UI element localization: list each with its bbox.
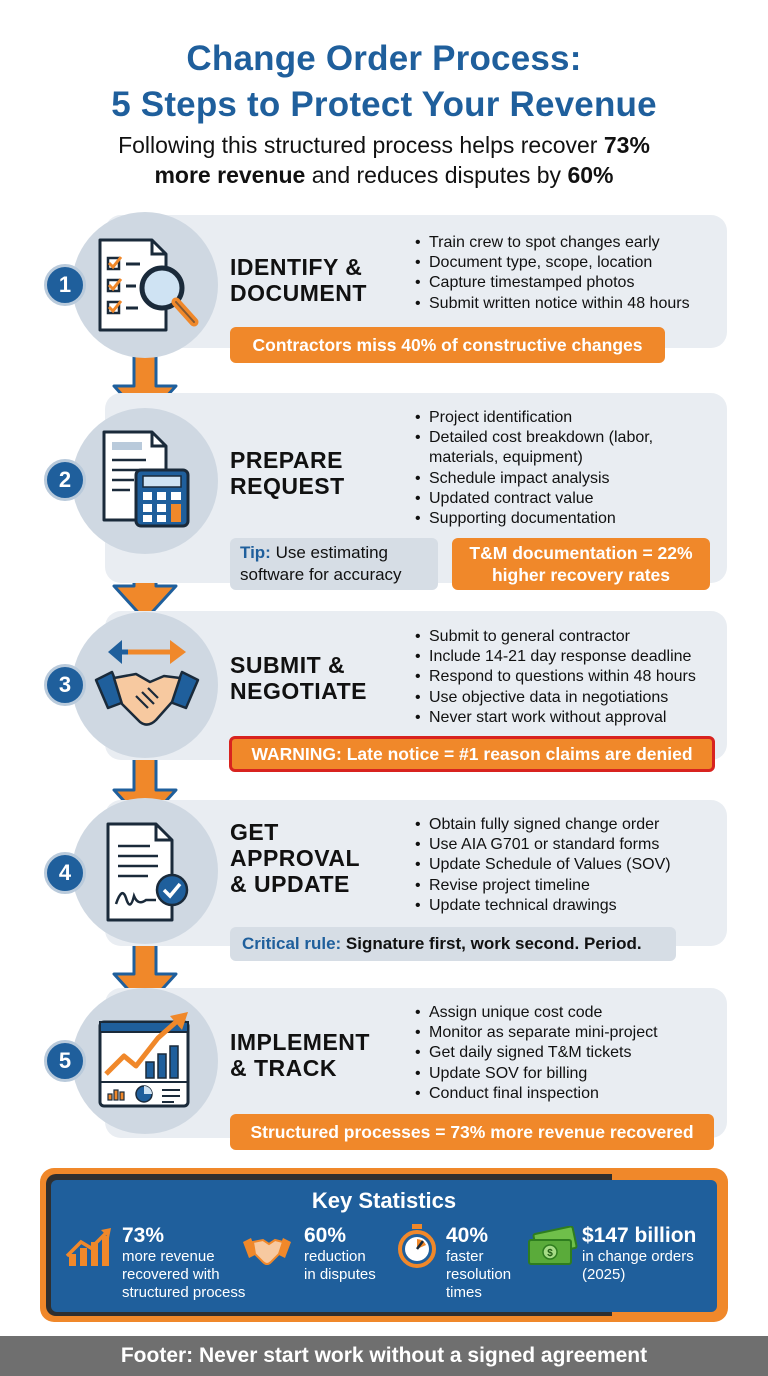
- list-item: • Obtain fully signed change order: [415, 815, 671, 835]
- stat-item: [446, 1224, 511, 1302]
- list-item: • Assign unique cost code: [415, 1003, 658, 1023]
- step-title-line: REQUEST: [230, 473, 345, 499]
- step-title-line: PREPARE: [230, 447, 343, 473]
- stat-label: faster: [446, 1248, 484, 1265]
- stopwatch-icon: [395, 1222, 439, 1270]
- list-item: • Train crew to spot changes early: [415, 233, 690, 253]
- checklist-magnifier-icon: [96, 236, 200, 334]
- callout-line: higher recovery rates: [491, 565, 670, 585]
- subtitle-text: Following this structured process helps recover: [118, 132, 604, 158]
- list-item: • Document type, scope, location: [415, 253, 690, 273]
- stat-item: [304, 1224, 376, 1284]
- step-title: [230, 652, 367, 704]
- stat-label: structured process: [122, 1284, 246, 1301]
- list-item: • Capture timestamped photos: [415, 273, 690, 293]
- stat-label: times: [446, 1284, 482, 1301]
- stat-item: [122, 1224, 245, 1302]
- dashboard-chart-icon: [96, 1010, 194, 1110]
- list-item: • Project identification: [415, 408, 653, 428]
- signed-document-icon: [104, 820, 196, 924]
- stat-item: [582, 1224, 696, 1284]
- document-calculator-icon: [100, 428, 196, 528]
- list-item: • Detailed cost breakdown (labor,: [415, 428, 653, 448]
- bullet-list: [415, 233, 690, 314]
- step-title-line: SUBMIT &: [230, 652, 346, 678]
- tip-text: Use estimating: [270, 543, 389, 562]
- stat-value: 60%: [304, 1224, 347, 1247]
- bullet-list: [415, 627, 696, 728]
- step-number-4: 4: [44, 852, 86, 894]
- stat-label: recovered with: [122, 1266, 220, 1283]
- stat-label: in change orders: [582, 1248, 694, 1265]
- rule-callout: [230, 927, 676, 961]
- title-line-2: 5 Steps to Protect Your Revenue: [111, 85, 657, 124]
- tip-label: Tip:: [240, 543, 271, 562]
- money-icon: [525, 1226, 581, 1268]
- step-title-line: NEGOTIATE: [230, 678, 367, 704]
- growth-chart-icon: [65, 1228, 115, 1268]
- tip-callout: [230, 538, 438, 590]
- subtitle-stat-73: 73%: [603, 132, 650, 158]
- step-title-line: IDENTIFY &: [230, 254, 363, 280]
- list-item: • Update Schedule of Values (SOV): [415, 855, 671, 875]
- svg-text:$: $: [547, 1248, 553, 1259]
- stat-value: 40%: [446, 1224, 489, 1247]
- step-title: [230, 1029, 370, 1081]
- callout-line: T&M documentation = 22%: [469, 543, 693, 563]
- subtitle-more-revenue: more revenue: [154, 162, 306, 188]
- list-item: • Never start work without approval: [415, 708, 696, 728]
- list-item: • Get daily signed T&M tickets: [415, 1043, 658, 1063]
- step-title: [230, 254, 367, 306]
- warning-callout: WARNING: Late notice = #1 reason claims are denied: [229, 736, 715, 772]
- list-item: • Respond to questions within 48 hours: [415, 667, 696, 687]
- handshake-arrows-icon: [92, 636, 202, 732]
- list-item: • Submit written notice within 48 hours: [415, 294, 690, 314]
- title-line-1: Change Order Process:: [186, 39, 582, 78]
- key-statistics-panel: [51, 1180, 717, 1312]
- step-title-line: & TRACK: [230, 1055, 337, 1081]
- stat-label: resolution: [446, 1266, 512, 1283]
- step-number-2: 2: [44, 459, 86, 501]
- stats-title: Key Statistics: [311, 1188, 457, 1213]
- stat-label: reduction: [304, 1248, 366, 1265]
- rule-text: Signature first, work second. Period.: [341, 934, 642, 953]
- list-item: • Use AIA G701 or standard forms: [415, 835, 671, 855]
- list-item: • Update SOV for billing: [415, 1064, 658, 1084]
- bullet-list: [415, 408, 653, 529]
- bullet-list: [415, 815, 671, 916]
- subtitle: [20, 130, 748, 190]
- step-title-line: IMPLEMENT: [230, 1029, 370, 1055]
- list-item: • Schedule impact analysis: [415, 469, 653, 489]
- handshake-icon: [241, 1228, 293, 1268]
- stat-label: in disputes: [304, 1266, 376, 1283]
- footer: Footer: Never start work without a signed agreement: [0, 1336, 768, 1376]
- stat-label: (2025): [582, 1266, 626, 1283]
- subtitle-text-2: and reduces disputes by: [305, 162, 568, 188]
- callout-stat: Structured processes = 73% more revenue recovered: [230, 1114, 714, 1150]
- subtitle-stat-60: 60%: [567, 162, 614, 188]
- stat-label: more revenue: [122, 1248, 215, 1265]
- step-title-line: & UPDATE: [230, 871, 350, 897]
- list-item: • Revise project timeline: [415, 876, 671, 896]
- callout-stat: [452, 538, 710, 590]
- tip-text: software for accuracy: [240, 565, 402, 584]
- step-title-line: DOCUMENT: [230, 280, 367, 306]
- page-title: [0, 36, 768, 128]
- bullet-list: [415, 1003, 658, 1104]
- list-item: • Monitor as separate mini-project: [415, 1023, 658, 1043]
- list-item: • Update technical drawings: [415, 896, 671, 916]
- step-number-3: 3: [44, 664, 86, 706]
- list-item: • Use objective data in negotiations: [415, 688, 696, 708]
- list-item: • Updated contract value: [415, 489, 653, 509]
- step-title: [230, 819, 360, 897]
- list-item: • Conduct final inspection: [415, 1084, 658, 1104]
- step-number-1: 1: [44, 264, 86, 306]
- callout-stat: Contractors miss 40% of constructive changes: [230, 327, 665, 363]
- step-title-line: GET: [230, 819, 279, 845]
- list-item: • Supporting documentation: [415, 509, 653, 529]
- list-item: materials, equipment): [429, 449, 583, 467]
- rule-label: Critical rule:: [242, 934, 342, 953]
- list-item: • Submit to general contractor: [415, 627, 696, 647]
- stat-value: 73%: [122, 1224, 165, 1247]
- step-title-line: APPROVAL: [230, 845, 361, 871]
- stat-value: $147 billion: [582, 1224, 697, 1247]
- step-title: [230, 447, 345, 499]
- list-item: • Include 14-21 day response deadline: [415, 647, 696, 667]
- step-number-5: 5: [44, 1040, 86, 1082]
